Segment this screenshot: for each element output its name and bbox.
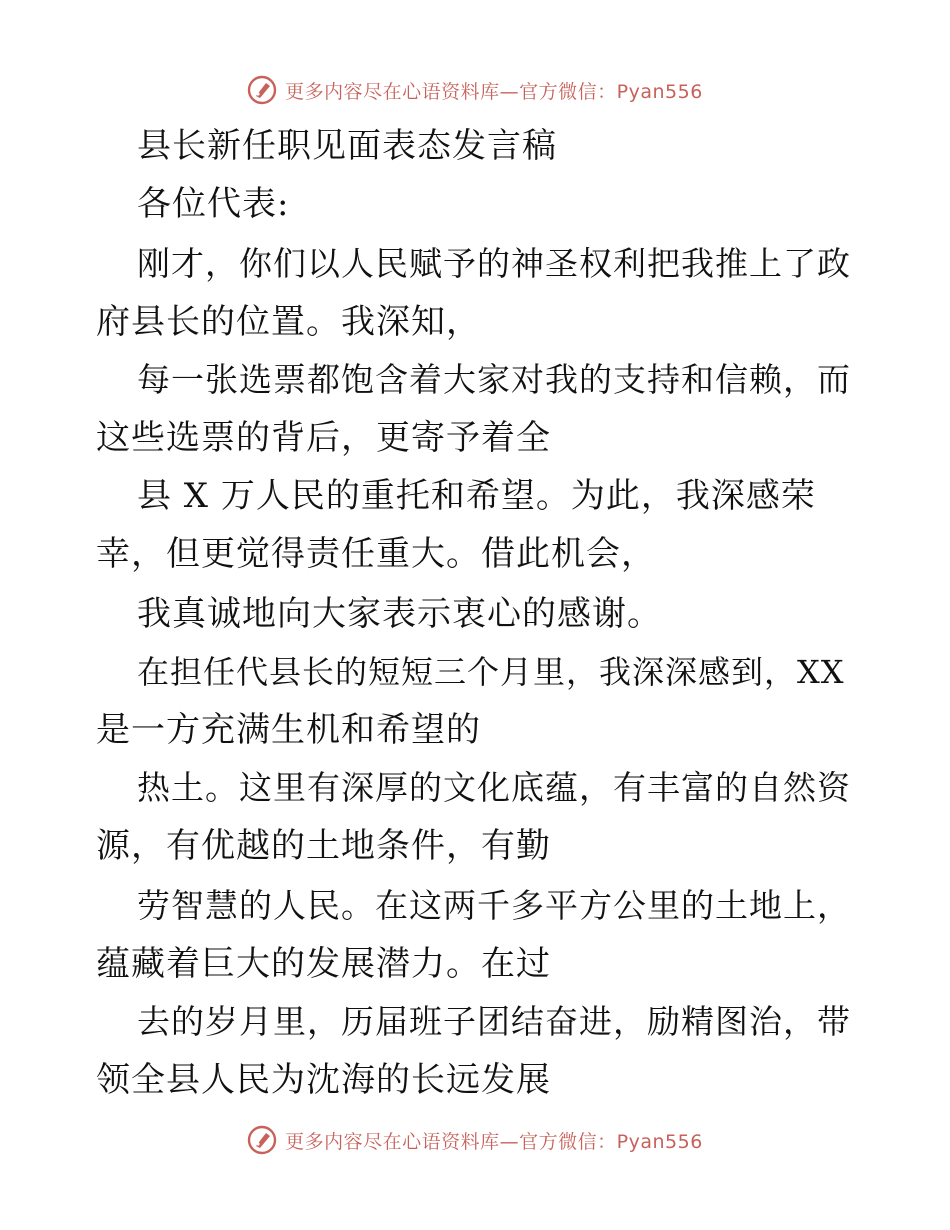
text-line: 府县长的位置。我深知， — [96, 302, 481, 342]
text-line: 是一方充满生机和希望的 — [96, 710, 481, 750]
pen-nib-logo-icon — [247, 75, 277, 105]
salutation: 各位代表: — [137, 184, 290, 224]
text-line: 每一张选票都饱含着大家对我的支持和信赖，而 — [137, 360, 851, 399]
text-line: 幸，但更觉得责任重大。借此机会， — [96, 534, 656, 574]
text-line: 源，有优越的土地条件，有勤 — [96, 826, 551, 866]
pen-nib-logo-icon — [247, 1125, 277, 1155]
text-line: 热土。这里有深厚的文化底蕴，有丰富的自然资 — [137, 768, 851, 807]
text-line: 蕴藏着巨大的发展潜力。在过 — [96, 944, 551, 984]
header-banner — [0, 70, 950, 110]
text-line: 领全县人民为沈海的长远发展 — [96, 1060, 551, 1100]
footer-banner-text: 更多内容尽在心语资料库—官方微信：Pyan556 — [285, 1130, 703, 1153]
header-banner-text: 更多内容尽在心语资料库—官方微信：Pyan556 — [285, 80, 703, 103]
text-line: 在担任代县长的短短三个月里，我深深感到，XX — [137, 653, 845, 691]
document-title: 县长新任职见面表态发言稿 — [137, 126, 557, 166]
text-line: 这些选票的背后，更寄予着全 — [96, 418, 551, 458]
text-line: 劳智慧的人民。在这两千多平方公里的土地上， — [137, 886, 851, 925]
footer-banner — [0, 1120, 950, 1160]
text-line: 刚才，你们以人民赋予的神圣权利把我推上了政 — [137, 244, 851, 283]
text-line: 县 X 万人民的重托和希望。为此，我深感荣 — [137, 476, 816, 516]
text-line: 去的岁月里，历届班子团结奋进，励精图治，带 — [137, 1002, 851, 1041]
text-line: 我真诚地向大家表示衷心的感谢。 — [137, 594, 662, 634]
